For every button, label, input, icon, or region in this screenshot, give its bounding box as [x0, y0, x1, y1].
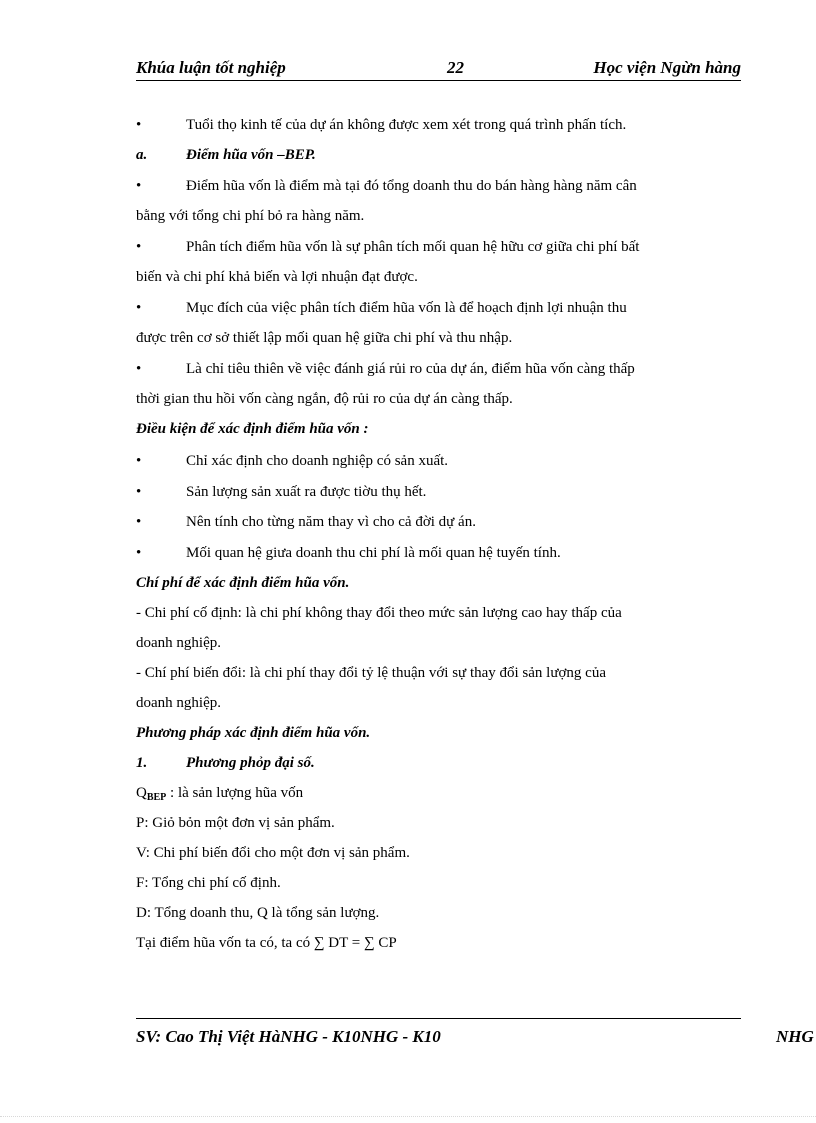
- variable-cost-text: - Chí phí biến đổi: là chi phí thay đổi tỷ lệ thuận với sự thay đổi sản lượng của: [136, 665, 606, 681]
- bullet-icon: •: [136, 484, 142, 500]
- bullet-text-bep-purpose: Mục đích của việc phân tích điểm hũa vốn là để hoạch định lợi nhuận thu: [186, 300, 627, 316]
- method-1-number: 1.: [136, 755, 148, 771]
- condition-item-4: Mối quan hệ giưa doanh thu chi phí là mối quan hệ tuyến tính.: [186, 545, 561, 561]
- bullet-icon: •: [136, 361, 142, 377]
- q-description: : là sản lượng hũa vốn: [166, 785, 304, 801]
- method-heading: Phương pháp xác định điểm hũa vốn.: [136, 725, 371, 741]
- bullet-icon: •: [136, 178, 142, 194]
- variable-cost-text-cont: doanh nghiệp.: [136, 695, 221, 711]
- revenue-definition: D: Tổng doanh thu, Q là tổng sản lượng.: [136, 905, 380, 921]
- conditions-heading: Điều kiện để xác định điểm hũa vốn :: [136, 421, 369, 437]
- break-even-equation: Tại điểm hũa vốn ta có, ta có ∑ DT = ∑ CP: [136, 935, 397, 951]
- footer-student: SV: Cao Thị Việt HàNHG - K10NHG - K10: [136, 1027, 441, 1046]
- q-symbol: Q: [136, 785, 147, 801]
- bullet-icon: •: [136, 514, 142, 530]
- bullet-icon: •: [136, 239, 142, 255]
- page-header: [136, 58, 741, 81]
- bullet-text-bep-definition: Điểm hũa vốn là điểm mà tại đó tổng doanh thu do bán hàng hàng năm cân: [186, 178, 637, 194]
- section-a-title: Điểm hũa vốn –BEP.: [186, 147, 316, 163]
- bullet-icon: •: [136, 545, 142, 561]
- bullet-text-bep-analysis-cont: biến và chi phí khả biến và lợi nhuận đạt được.: [136, 269, 418, 285]
- bullet-text-bep-purpose-cont: được trên cơ sở thiết lập mối quan hệ giữa chi phí và thu nhập.: [136, 330, 513, 346]
- price-definition: P: Giỏ bỏn một đơn vị sản phẩm.: [136, 815, 335, 831]
- bullet-icon: •: [136, 453, 142, 469]
- footer-right-text: NHG: [776, 1027, 814, 1046]
- header-institution: Học viện Ngừn hàng: [593, 58, 741, 77]
- header-thesis-title: Khúa luận tốt nghiệp: [136, 58, 286, 77]
- fixed-cost-definition: F: Tổng chi phí cố định.: [136, 875, 281, 891]
- variable-unit-cost-definition: V: Chi phí biến đổi cho một đơn vị sản phẩm.: [136, 845, 410, 861]
- footer-divider: [136, 1018, 741, 1019]
- section-a-number: a.: [136, 147, 148, 163]
- costs-heading: Chí phí để xác định điểm hũa vốn.: [136, 575, 350, 591]
- condition-item-3: Nên tính cho từng năm thay vì cho cả đời dự án.: [186, 514, 476, 530]
- bullet-icon: •: [136, 300, 142, 316]
- page-bottom-border: [0, 1116, 816, 1117]
- condition-item-2: Sản lượng sản xuất ra được tiờu thụ hết.: [186, 484, 427, 500]
- q-bep-definition: [136, 784, 303, 807]
- bullet-text-economic-life: Tuổi thọ kinh tế của dự án không được xem xét trong quá trình phấn tích.: [186, 117, 627, 133]
- header-page-number: 22: [447, 58, 464, 77]
- q-subscript: BEP: [146, 792, 167, 803]
- condition-item-1: Chỉ xác định cho doanh nghiệp có sản xuất.: [186, 453, 449, 469]
- bullet-icon: •: [136, 117, 142, 133]
- bullet-text-bep-risk: Là chỉ tiêu thiên về việc đánh giá rủi ro của dự án, điểm hũa vốn càng thấp: [186, 361, 635, 377]
- bullet-text-bep-definition-cont: bằng với tổng chi phí bỏ ra hàng năm.: [136, 208, 365, 224]
- fixed-cost-text-cont: doanh nghiệp.: [136, 635, 221, 651]
- bullet-text-bep-analysis: Phân tích điểm hũa vốn là sự phân tích mối quan hệ hữu cơ giữa chi phí bất: [186, 239, 640, 255]
- bullet-text-bep-risk-cont: thời gian thu hồi vốn càng ngắn, độ rủi ro của dự án càng thấp.: [136, 391, 513, 407]
- fixed-cost-text: - Chi phí cố định: là chi phí không thay đổi theo mức sản lượng cao hay thấp của: [136, 605, 622, 621]
- method-1-title: Phương phỏp đại số.: [186, 755, 315, 771]
